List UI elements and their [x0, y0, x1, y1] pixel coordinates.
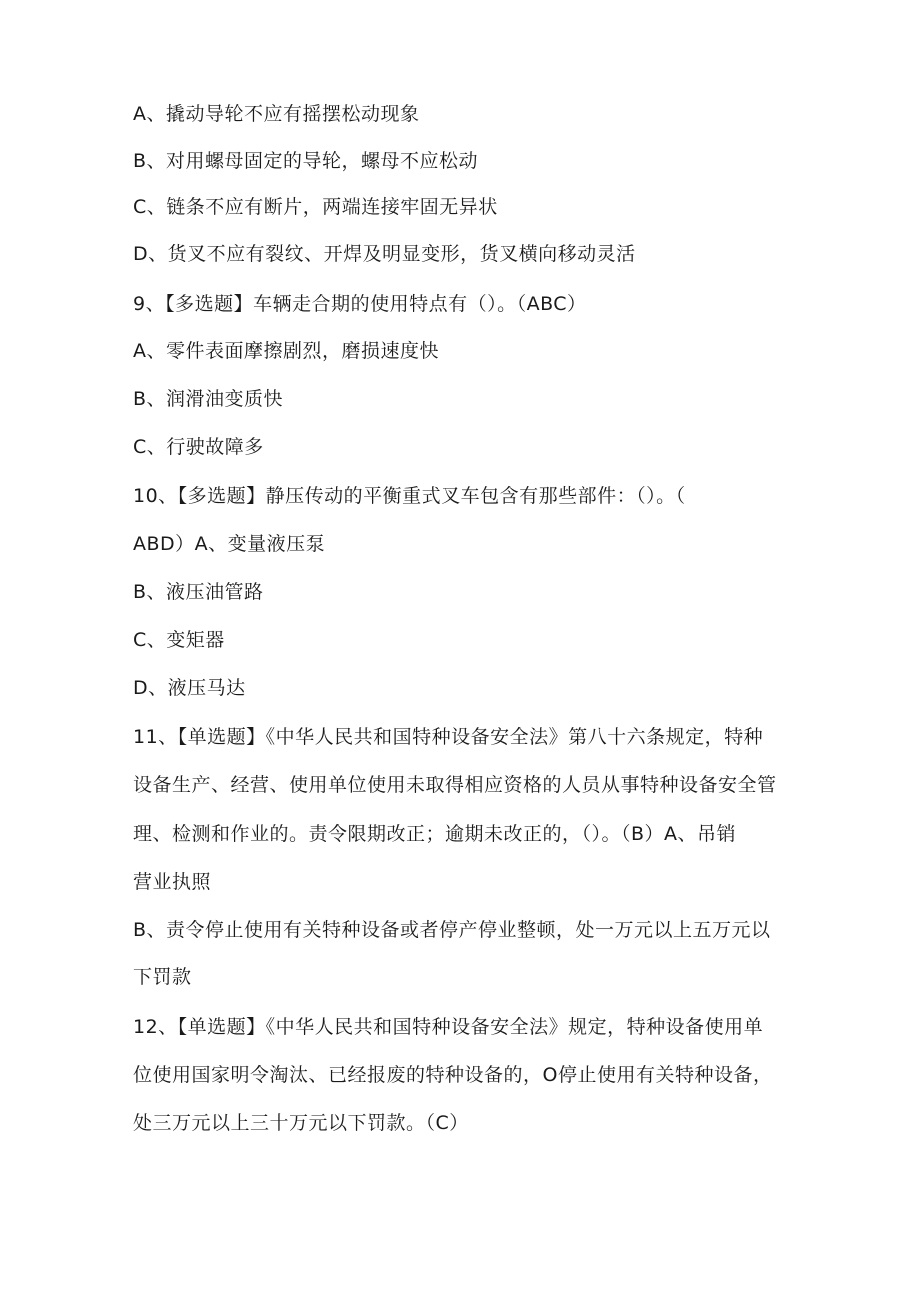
- question-11-line-1: 11、【单选题】《中华人民共和国特种设备安全法》第八十六条规定，特种: [133, 726, 764, 748]
- question-11-line-2: 设备生产、经营、使用单位使用未取得相应资格的人员从事特种设备安全管: [133, 774, 777, 796]
- q10-option-d: D、液压马达: [133, 677, 246, 699]
- q11-option-b-line-2: 下罚款: [133, 966, 192, 988]
- q9-option-b: B、润滑油变质快: [133, 388, 284, 410]
- question-12-line-1: 12、【单选题】《中华人民共和国特种设备安全法》规定，特种设备使用单: [133, 1016, 764, 1038]
- q10-answer-option-a: ABD）A、变量液压泵: [133, 533, 326, 555]
- question-9: 9、【多选题】车辆走合期的使用特点有（）。（ABC）: [133, 293, 587, 315]
- question-10: 10、【多选题】静压传动的平衡重式叉车包含有那些部件：（）。（: [133, 485, 686, 507]
- question-12-line-3: 处三万元以上三十万元以下罚款。（C）: [133, 1112, 469, 1134]
- q10-option-c: C、变矩器: [133, 629, 225, 651]
- q9-option-a: A、零件表面摩擦剧烈，磨损速度快: [133, 340, 439, 362]
- option-b-line: B、对用螺母固定的导轮，螺母不应松动: [133, 150, 479, 172]
- option-c-line: C、链条不应有断片，两端连接牢固无异状: [133, 196, 498, 218]
- question-11-line-4: 营业执照: [133, 871, 212, 893]
- q9-option-c: C、行驶故障多: [133, 436, 264, 458]
- q10-option-b: B、液压油管路: [133, 581, 264, 603]
- question-11-line-3: 理、检测和作业的。责令限期改正；逾期未改正的，（）。（B）A、吊销: [133, 823, 737, 845]
- option-a-line: A、撬动导轮不应有摇摆松动现象: [133, 103, 420, 125]
- question-12-line-2: 位使用国家明令淘汰、已经报废的特种设备的，O停止使用有关特种设备，: [133, 1064, 773, 1086]
- q11-option-b-line-1: B、责令停止使用有关特种设备或者停产停业整顿，处一万元以上五万元以: [133, 919, 771, 941]
- option-d-line: D、货叉不应有裂纹、开焊及明显变形，货叉横向移动灵活: [133, 243, 636, 265]
